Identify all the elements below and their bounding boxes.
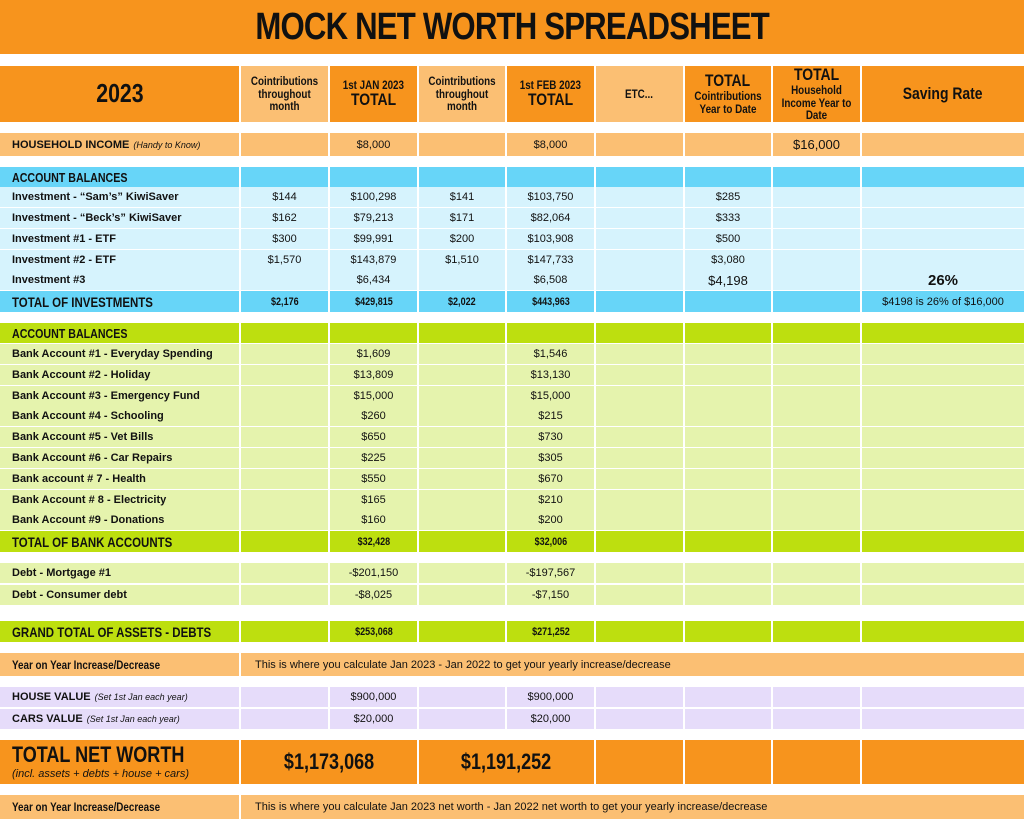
investments-total-row: TOTAL OF INVESTMENTS $2,176 $429,815 $2,022 $443,963 $4198 is 26% of $16,000 bbox=[0, 291, 1024, 312]
row-label: Bank Account # 8 - Electricity bbox=[0, 490, 241, 510]
cell-value: -$201,150 bbox=[330, 563, 419, 583]
cell-value: -$8,025 bbox=[330, 585, 419, 605]
row-label: Bank Account #6 - Car Repairs bbox=[0, 448, 241, 468]
cell-value: $20,000 bbox=[507, 709, 596, 729]
header-year: 2023 bbox=[0, 66, 241, 122]
cell-value: $500 bbox=[685, 229, 773, 249]
row-label: Bank Account #9 - Donations bbox=[0, 510, 241, 530]
bank-row bbox=[0, 365, 1024, 385]
investment-row bbox=[0, 208, 1024, 228]
cell-value: $15,000 bbox=[330, 386, 419, 406]
cell-value: $160 bbox=[330, 510, 419, 530]
investments-section-header: ACCOUNT BALANCES bbox=[0, 167, 1024, 187]
cars-value-note: (Set 1st Jan each year) bbox=[86, 714, 180, 724]
net-worth-feb: $1,191,252 bbox=[461, 749, 552, 774]
saving-rate-value bbox=[862, 187, 1024, 207]
cell-value bbox=[419, 270, 507, 290]
cell-value: $103,750 bbox=[507, 187, 596, 207]
bank-row bbox=[0, 510, 1024, 530]
saving-rate-value: 26% bbox=[862, 270, 1024, 290]
bank-row bbox=[0, 469, 1024, 489]
header-ytd-income: TOTAL Household Income Year to Date bbox=[773, 66, 862, 122]
cell-value: $730 bbox=[507, 427, 596, 447]
cell-value: $225 bbox=[330, 448, 419, 468]
cell-value: $4,198 bbox=[685, 270, 773, 290]
cell-value: $13,130 bbox=[507, 365, 596, 385]
cell-value: $13,809 bbox=[330, 365, 419, 385]
saving-rate-note: $4198 is 26% of $16,000 bbox=[862, 291, 1024, 312]
cell-value: $16,000 bbox=[773, 133, 862, 156]
cell-value: $200 bbox=[419, 229, 507, 249]
yoy-networth-text: This is where you calculate Jan 2023 net worth - Jan 2022 net worth to get your yearly increase/decrease bbox=[241, 795, 1024, 819]
bank-row bbox=[0, 427, 1024, 447]
bank-row bbox=[0, 490, 1024, 510]
yoy-networth-row: Year on Year Increase/Decrease This is where you calculate Jan 2023 net worth - Jan 2022 net worth to get your yearly increase/decrease bbox=[0, 795, 1024, 819]
cell-value: $215 bbox=[507, 406, 596, 426]
row-label: Debt - Mortgage #1 bbox=[0, 563, 241, 583]
row-label: Bank account # 7 - Health bbox=[0, 469, 241, 489]
cell-value: $8,000 bbox=[330, 133, 419, 156]
bank-row bbox=[0, 344, 1024, 364]
header-feb-total: 1st FEB 2023 TOTAL bbox=[507, 66, 596, 122]
cell-value: $6,434 bbox=[330, 270, 419, 290]
bank-row bbox=[0, 406, 1024, 426]
header-row bbox=[0, 66, 1024, 122]
saving-rate-value bbox=[862, 208, 1024, 228]
cell-value: $144 bbox=[241, 187, 330, 207]
cell-value: $550 bbox=[330, 469, 419, 489]
net-worth-sub: (incl. assets + debts + house + cars) bbox=[12, 768, 190, 780]
cars-value-label: CARS VALUE bbox=[12, 713, 83, 725]
cars-value-row bbox=[0, 709, 1024, 729]
header-ytd-contributions: TOTAL Cointributions Year to Date bbox=[685, 66, 773, 122]
cell-value: $333 bbox=[685, 208, 773, 228]
cell-value: $103,908 bbox=[507, 229, 596, 249]
saving-rate-value bbox=[862, 250, 1024, 270]
cell-value: $305 bbox=[507, 448, 596, 468]
cell-value: $99,991 bbox=[330, 229, 419, 249]
row-label: Bank Account #5 - Vet Bills bbox=[0, 427, 241, 447]
bank-total-row: TOTAL OF BANK ACCOUNTS $32,428 $32,006 bbox=[0, 531, 1024, 552]
bank-row bbox=[0, 448, 1024, 468]
yoy-assets-row: Year on Year Increase/Decrease This is where you calculate Jan 2023 - Jan 2022 to get your yearly increase/decrease bbox=[0, 653, 1024, 676]
cell-value: $900,000 bbox=[330, 687, 419, 707]
row-label: Investment #3 bbox=[0, 270, 241, 290]
net-worth-jan: $1,173,068 bbox=[283, 749, 375, 774]
cell-value: $670 bbox=[507, 469, 596, 489]
cell-value: $143,879 bbox=[330, 250, 419, 270]
cell-value: $3,080 bbox=[685, 250, 773, 270]
investment-row bbox=[0, 229, 1024, 249]
net-worth-row bbox=[0, 740, 1024, 784]
cell-value: $210 bbox=[507, 490, 596, 510]
investment-row bbox=[0, 187, 1024, 207]
cell-value bbox=[241, 270, 330, 290]
cell-value: $1,510 bbox=[419, 250, 507, 270]
cell-value: -$197,567 bbox=[507, 563, 596, 583]
header-saving-rate: Saving Rate bbox=[862, 66, 1024, 122]
row-label: Bank Account #4 - Schooling bbox=[0, 406, 241, 426]
cell-value: $6,508 bbox=[507, 270, 596, 290]
cell-value: $8,000 bbox=[507, 133, 596, 156]
cell-value: $1,546 bbox=[507, 344, 596, 364]
row-label: Investment - “Beck’s” KiwiSaver bbox=[0, 208, 241, 228]
cell-value: $1,609 bbox=[330, 344, 419, 364]
cell-value: $260 bbox=[330, 406, 419, 426]
grand-total-row: GRAND TOTAL OF ASSETS - DEBTS $253,068 $271,252 bbox=[0, 621, 1024, 642]
cell-value: $20,000 bbox=[330, 709, 419, 729]
sheet-title: MOCK NET WORTH SPREADSHEET bbox=[0, 0, 1024, 54]
cell-value: $147,733 bbox=[507, 250, 596, 270]
house-value-label: HOUSE VALUE bbox=[12, 691, 91, 703]
header-jan-total: 1st JAN 2023 TOTAL bbox=[330, 66, 419, 122]
cell-value: $900,000 bbox=[507, 687, 596, 707]
cell-value: $162 bbox=[241, 208, 330, 228]
household-income-note: (Handy to Know) bbox=[133, 139, 201, 150]
cell-value: $15,000 bbox=[507, 386, 596, 406]
net-worth-label: TOTAL NET WORTH bbox=[12, 742, 185, 767]
house-value-note: (Set 1st Jan each year) bbox=[94, 692, 188, 702]
cell-value: $300 bbox=[241, 229, 330, 249]
cell-value: $100,298 bbox=[330, 187, 419, 207]
header-jan-contributions: Cointributions throughout month bbox=[241, 66, 330, 122]
house-value-row bbox=[0, 687, 1024, 707]
cell-value: -$7,150 bbox=[507, 585, 596, 605]
saving-rate-value bbox=[862, 229, 1024, 249]
cell-value: $200 bbox=[507, 510, 596, 530]
cell-value: $141 bbox=[419, 187, 507, 207]
header-feb-contributions: Cointributions throughout month bbox=[419, 66, 507, 122]
row-label: Investment #2 - ETF bbox=[0, 250, 241, 270]
household-income-row bbox=[0, 133, 1024, 156]
cell-value: $82,064 bbox=[507, 208, 596, 228]
household-income-label: HOUSEHOLD INCOME bbox=[12, 138, 130, 151]
investment-row bbox=[0, 250, 1024, 270]
header-etc: ETC... bbox=[596, 66, 685, 122]
row-label: Investment #1 - ETF bbox=[0, 229, 241, 249]
bank-row bbox=[0, 386, 1024, 406]
row-label: Debt - Consumer debt bbox=[0, 585, 241, 605]
cell-value: $650 bbox=[330, 427, 419, 447]
yoy-assets-text: This is where you calculate Jan 2023 - Jan 2022 to get your yearly increase/decrease bbox=[241, 653, 1024, 676]
cell-value: $79,213 bbox=[330, 208, 419, 228]
cell-value: $1,570 bbox=[241, 250, 330, 270]
row-label: Bank Account #2 - Holiday bbox=[0, 365, 241, 385]
debt-row bbox=[0, 585, 1024, 605]
debt-row bbox=[0, 563, 1024, 583]
cell-value: $165 bbox=[330, 490, 419, 510]
cell-value: $285 bbox=[685, 187, 773, 207]
row-label: Bank Account #3 - Emergency Fund bbox=[0, 386, 241, 406]
bank-section-header: ACCOUNT BALANCES bbox=[0, 323, 1024, 343]
cell-value: $171 bbox=[419, 208, 507, 228]
row-label: Investment - “Sam’s” KiwiSaver bbox=[0, 187, 241, 207]
row-label: Bank Account #1 - Everyday Spending bbox=[0, 344, 241, 364]
investment-row bbox=[0, 270, 1024, 290]
